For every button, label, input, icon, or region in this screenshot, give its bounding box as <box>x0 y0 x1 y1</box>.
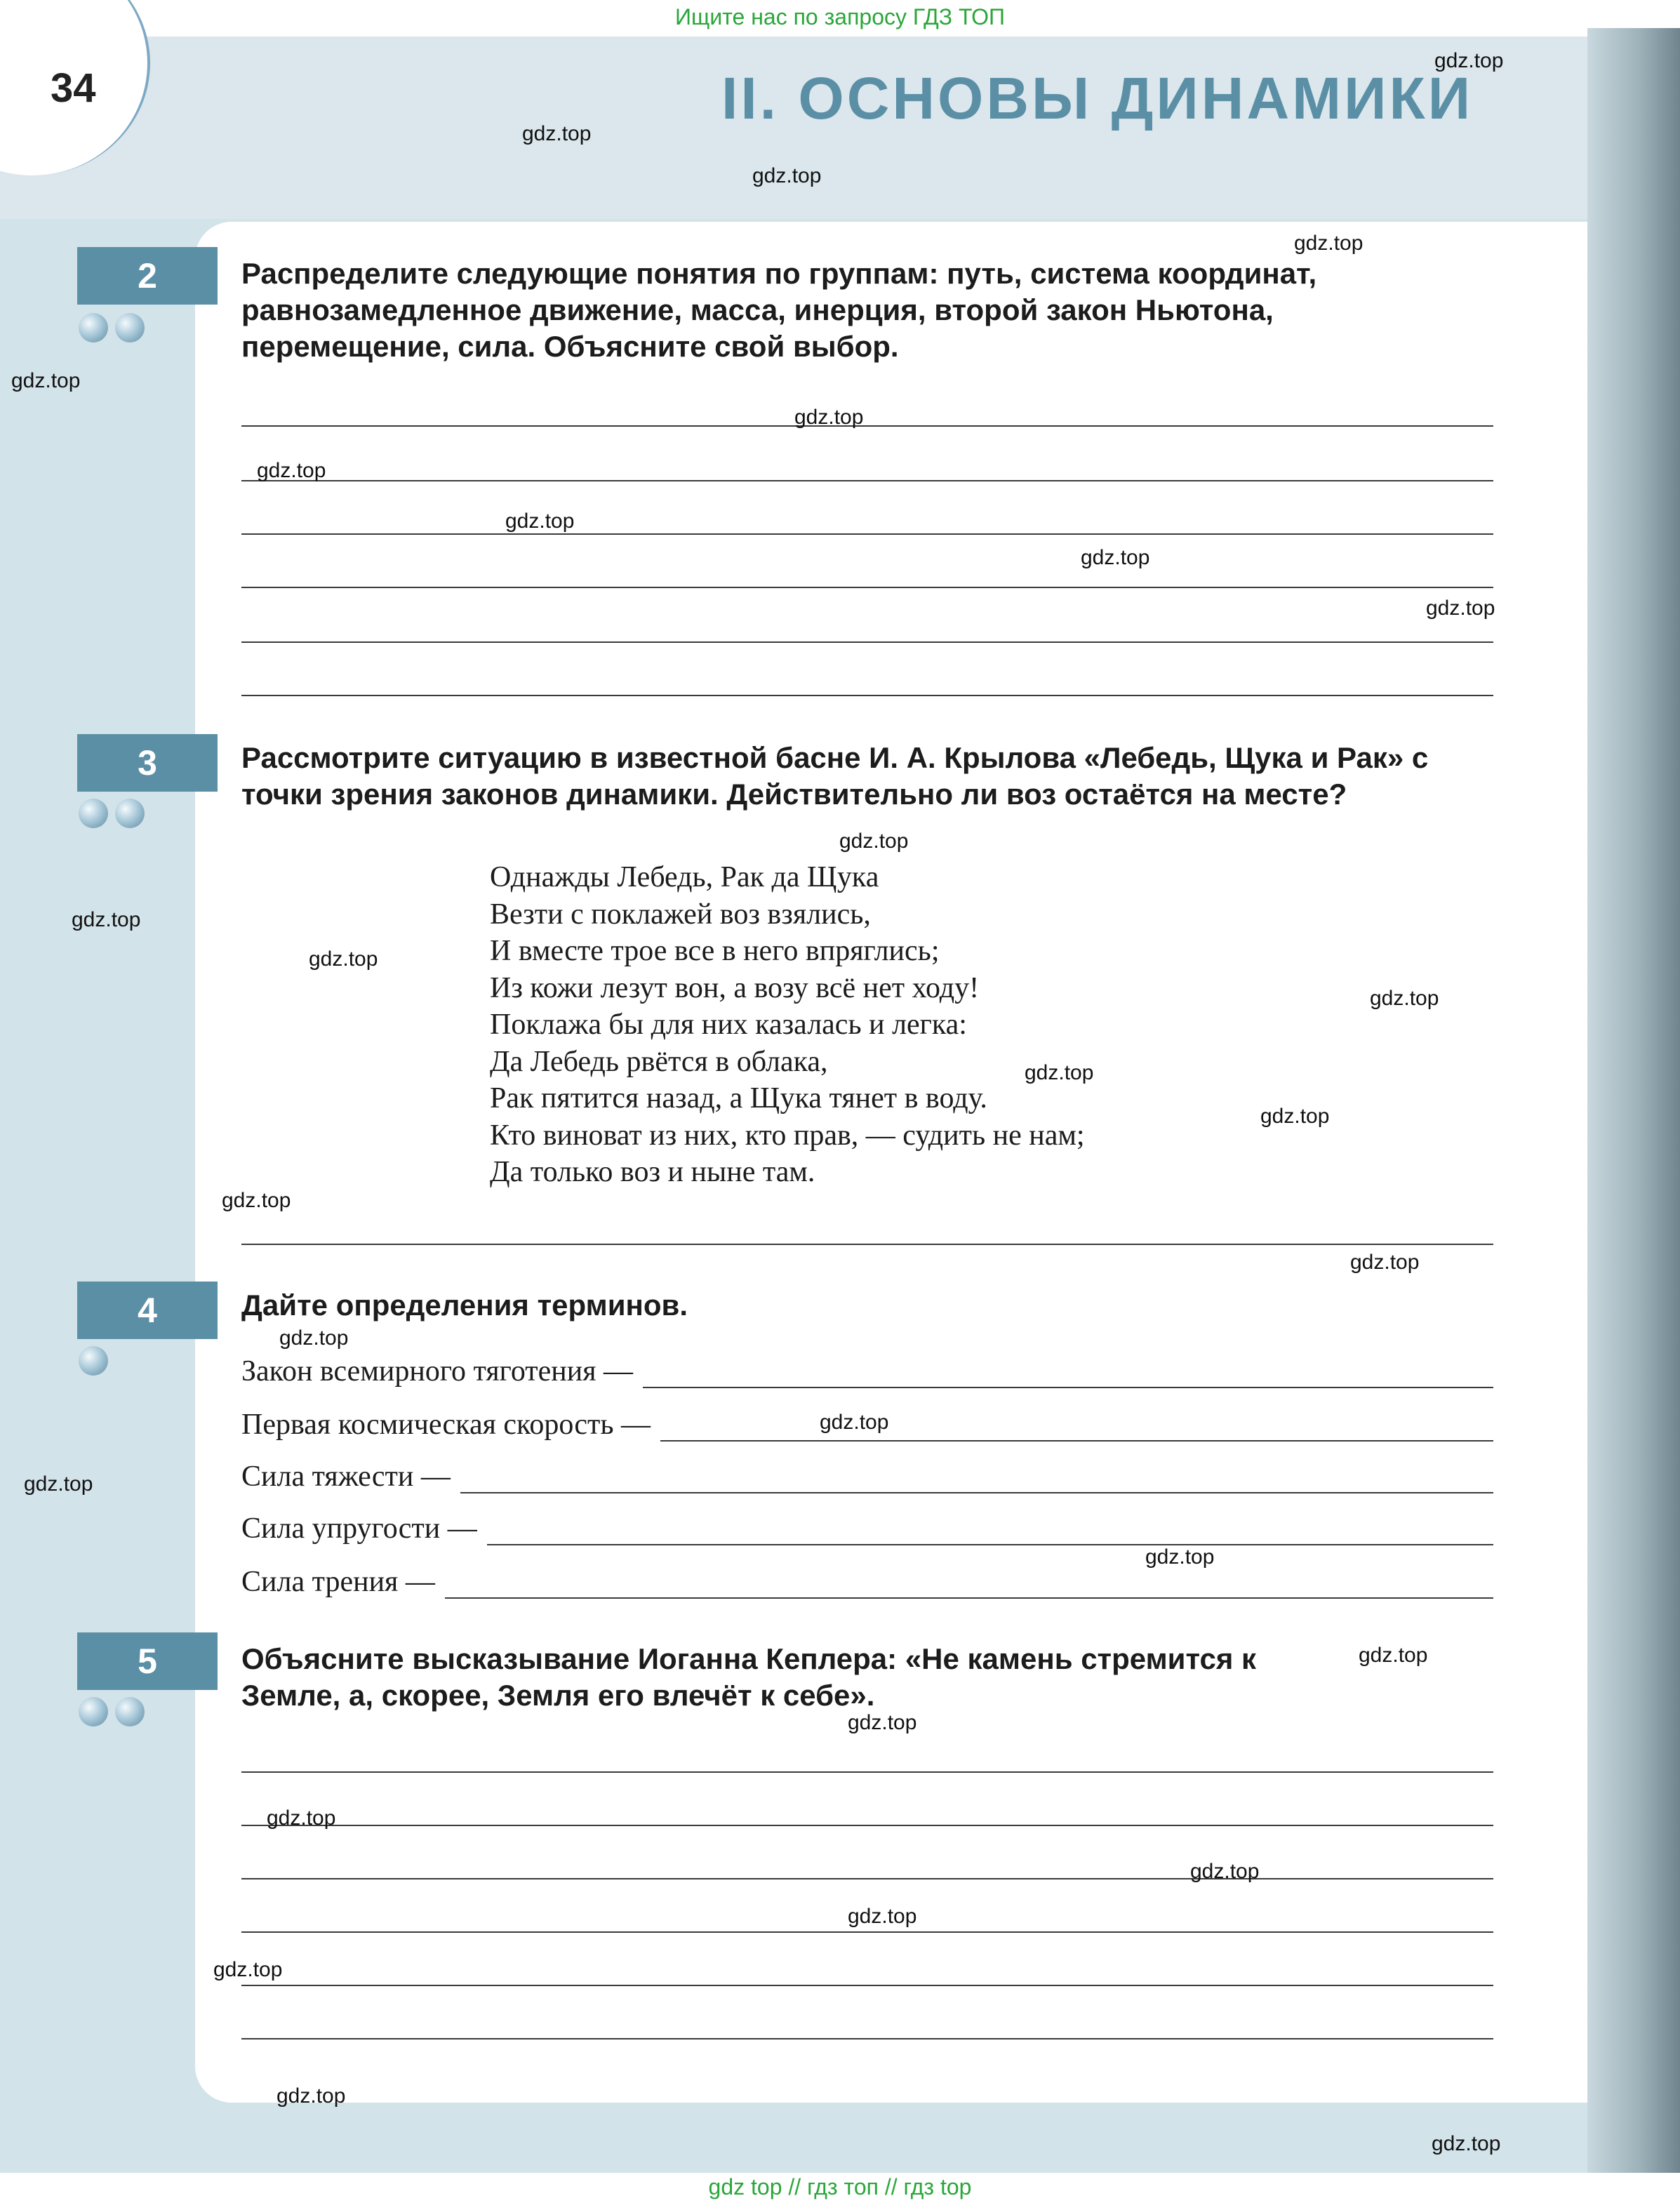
answer-line[interactable] <box>241 1771 1493 1773</box>
watermark: gdz.top <box>1145 1545 1215 1569</box>
watermark: gdz.top <box>1434 49 1504 72</box>
watermark: gdz.top <box>276 2084 346 2108</box>
watermark: gdz.top <box>257 459 326 482</box>
task-question: Рассмотрите ситуацию в известной басне И. А. Крылова «Лебедь, Щука и Рак» с точки зрения законов динамики. Действительно ли воз остаётся на месте? <box>241 741 1429 811</box>
task-number-badge: 2 <box>77 247 218 305</box>
watermark: gdz.top <box>213 1958 283 1981</box>
watermark: gdz.top <box>1190 1860 1260 1883</box>
difficulty-dot-icon <box>79 313 108 342</box>
term-label: Закон всемирного тяготения — <box>241 1355 634 1387</box>
watermark: gdz.top <box>1294 232 1364 255</box>
answer-line[interactable] <box>241 587 1493 588</box>
term-answer-line[interactable] <box>660 1412 1493 1442</box>
task-number-badge: 5 <box>77 1632 218 1690</box>
term-label: Сила тяжести — <box>241 1460 451 1493</box>
answer-line[interactable] <box>241 641 1493 643</box>
watermark: gdz.top <box>1370 987 1439 1010</box>
poem-line: Да только воз и ныне там. <box>490 1156 815 1188</box>
answer-line[interactable] <box>241 480 1493 481</box>
poem-line: Кто виноват из них, кто прав, — судить не нам; <box>490 1119 1085 1152</box>
page-edge-shadow <box>1587 28 1680 2176</box>
difficulty-dot-icon <box>79 799 108 828</box>
difficulty-dot-icon <box>115 313 145 342</box>
task-question: Объясните высказывание Иоганна Кеплера: «Не камень стремится к Земле, а, скорее, Земля его влечёт к себе». <box>241 1642 1257 1712</box>
watermark: gdz.top <box>1260 1105 1330 1128</box>
difficulty-dot-icon <box>79 1346 108 1376</box>
watermark: gdz.top <box>279 1326 349 1350</box>
page-number: 34 <box>51 65 96 111</box>
answer-line[interactable] <box>241 1931 1493 1933</box>
term-row[interactable] <box>241 1346 1493 1388</box>
poem-line: И вместе трое все в него впряглись; <box>490 935 940 967</box>
watermark: gdz.top <box>11 369 81 392</box>
answer-line[interactable] <box>241 425 1493 427</box>
watermark: gdz.top <box>505 510 575 533</box>
watermark: gdz.top <box>794 406 864 429</box>
term-label: Первая космическая скорость — <box>241 1409 651 1441</box>
watermark: gdz.top <box>1432 2132 1501 2155</box>
task-number-badge: 4 <box>77 1282 218 1339</box>
difficulty-dots <box>79 1697 152 1728</box>
term-answer-line[interactable] <box>460 1464 1493 1493</box>
difficulty-dot-icon <box>115 1697 145 1726</box>
watermark: gdz.top <box>309 947 378 971</box>
poem-line: Везти с поклажей воз взялись, <box>490 898 871 931</box>
watermark: gdz.top <box>72 908 141 931</box>
watermark: gdz.top <box>1081 546 1150 569</box>
poem-line: Поклажа бы для них казалась и легка: <box>490 1009 967 1041</box>
term-answer-line[interactable] <box>487 1516 1493 1545</box>
watermark: gdz.top <box>222 1189 291 1212</box>
poem-line: Рак пятится назад, а Щука тянет в воду. <box>490 1082 987 1114</box>
watermark: gdz.top <box>1025 1061 1094 1084</box>
top-banner: Ищите нас по запросу ГДЗ ТОП <box>0 0 1680 36</box>
difficulty-dots <box>79 313 152 344</box>
watermark: gdz.top <box>1426 597 1495 620</box>
watermark: gdz.top <box>752 164 822 187</box>
task-question: Распределите следующие понятия по группам: путь, система координат, равнозамедленное движение, масса, инерция, второй закон Ньютона, перемещение, сила. Объясните свой выбор. <box>241 257 1317 363</box>
answer-line[interactable] <box>241 1985 1493 1986</box>
watermark: gdz.top <box>1359 1644 1428 1667</box>
watermark: gdz.top <box>24 1472 93 1496</box>
fable-excerpt <box>490 859 1085 1191</box>
difficulty-dots <box>79 799 152 830</box>
watermark: gdz.top <box>1350 1251 1420 1274</box>
answer-line[interactable] <box>241 2038 1493 2039</box>
term-row[interactable] <box>241 1503 1493 1545</box>
term-answer-line[interactable] <box>643 1359 1493 1388</box>
bottom-banner: gdz top // гдз топ // гдз top <box>0 2173 1680 2203</box>
difficulty-dots <box>79 1346 115 1377</box>
answer-line[interactable] <box>241 1825 1493 1826</box>
task-number-badge: 3 <box>77 734 218 792</box>
watermark: gdz.top <box>848 1905 917 1928</box>
answer-line[interactable] <box>241 1878 1493 1879</box>
watermark: gdz.top <box>820 1411 889 1434</box>
poem-line: Из кожи лезут вон, а возу всё нет ходу! <box>490 971 980 1004</box>
watermark: gdz.top <box>267 1806 336 1830</box>
answer-line[interactable] <box>241 695 1493 696</box>
term-label: Сила трения — <box>241 1566 435 1598</box>
poem-line: Да Лебедь рвётся в облака, <box>490 1045 828 1078</box>
chapter-title: II. ОСНОВЫ ДИНАМИКИ <box>721 65 1474 131</box>
answer-line[interactable] <box>241 1244 1493 1245</box>
watermark: gdz.top <box>522 122 592 145</box>
term-row[interactable] <box>241 1451 1493 1493</box>
watermark: gdz.top <box>848 1711 917 1734</box>
term-answer-line[interactable] <box>445 1569 1493 1599</box>
task-question: Дайте определения терминов. <box>241 1289 688 1322</box>
answer-line[interactable] <box>241 533 1493 535</box>
poem-line: Однажды Лебедь, Рак да Щука <box>490 861 879 893</box>
term-label: Сила упругости — <box>241 1512 477 1545</box>
difficulty-dot-icon <box>79 1697 108 1726</box>
watermark: gdz.top <box>839 830 909 853</box>
difficulty-dot-icon <box>115 799 145 828</box>
term-row[interactable] <box>241 1557 1493 1599</box>
